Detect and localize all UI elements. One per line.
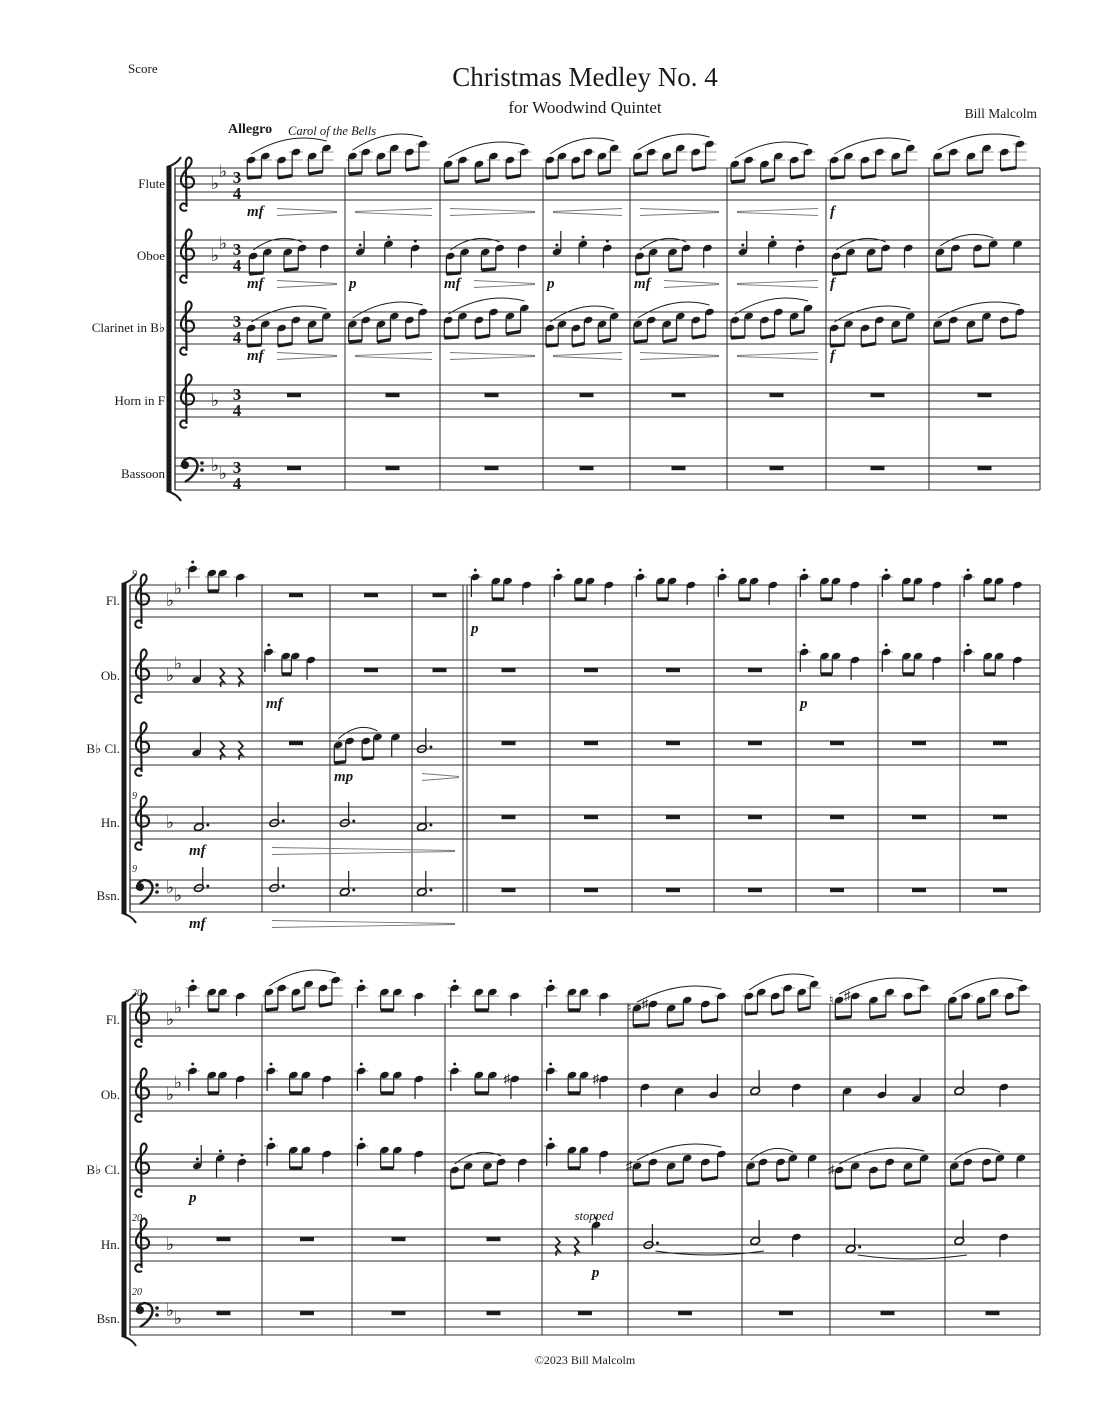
instrument-label: Bsn. (96, 1311, 120, 1326)
svg-text:♭: ♭ (174, 886, 183, 905)
dynamic-marking: f (830, 204, 835, 220)
measure-number: 20 (132, 1287, 142, 1298)
svg-text:♯: ♯ (625, 1158, 633, 1173)
dynamic-marking: mf (247, 276, 264, 292)
dynamic-marking: f (830, 276, 835, 292)
svg-text:3: 3 (232, 312, 242, 331)
svg-text:♯: ♯ (827, 1162, 835, 1177)
svg-text:♭: ♭ (211, 174, 220, 193)
svg-text:♭: ♭ (166, 666, 175, 685)
svg-text:♯: ♯ (503, 1071, 511, 1086)
dynamic-marking: mf (247, 348, 264, 364)
svg-text:♮: ♮ (626, 1000, 632, 1015)
measure-number: 9 (132, 864, 137, 875)
score-label: Score (128, 61, 158, 76)
instrument-label: Fl. (105, 593, 120, 608)
instrument-label: Hn. (100, 815, 120, 830)
svg-text:4: 4 (232, 474, 242, 493)
measure-number: 20 (132, 1213, 142, 1224)
instrument-label: B♭ Cl. (86, 741, 120, 756)
svg-text:♭: ♭ (166, 1235, 175, 1254)
svg-text:♭: ♭ (174, 579, 183, 598)
dynamic-marking: p (800, 696, 808, 712)
composer-name: Bill Malcolm (964, 106, 1037, 121)
copyright-footer: ©2023 Bill Malcolm (534, 1353, 636, 1367)
instrument-label: Ob. (100, 668, 120, 683)
instrument-label: Ob. (100, 1087, 120, 1102)
svg-text:♭: ♭ (211, 391, 220, 410)
svg-text:♯: ♯ (592, 1071, 600, 1086)
dynamic-marking: mf (444, 276, 461, 292)
dynamic-marking: mf (189, 843, 206, 859)
svg-text:♭: ♭ (174, 998, 183, 1017)
dynamic-marking: p (471, 621, 479, 637)
tempo-marking: Allegro (228, 122, 273, 137)
page-subtitle: for Woodwind Quintet (508, 98, 662, 117)
svg-text:♭: ♭ (166, 878, 175, 897)
dynamic-marking: f (830, 348, 835, 364)
svg-text:♮: ♮ (828, 992, 834, 1007)
svg-text:♭: ♭ (166, 813, 175, 832)
instrument-label: Fl. (105, 1012, 120, 1027)
system-1 (167, 134, 1040, 501)
dynamic-marking: mf (247, 204, 264, 220)
page-title: Christmas Medley No. 4 (452, 62, 718, 92)
measure-number: 20 (132, 988, 142, 999)
svg-text:3: 3 (232, 168, 242, 187)
svg-text:♭: ♭ (166, 1085, 175, 1104)
svg-text:♯: ♯ (641, 996, 649, 1011)
instrument-label: Flute (138, 176, 165, 191)
dynamic-marking: p (349, 276, 357, 292)
instrument-label: Bassoon (120, 466, 165, 481)
dynamic-marking: p (189, 1190, 197, 1206)
svg-text:♭: ♭ (219, 464, 228, 483)
dynamic-marking: p (591, 1265, 600, 1281)
svg-text:3: 3 (232, 385, 242, 404)
svg-text:♭: ♭ (166, 591, 175, 610)
svg-text:4: 4 (232, 256, 242, 275)
system-2 (122, 561, 1040, 928)
svg-text:♭: ♭ (174, 1309, 183, 1328)
dynamic-marking: mf (634, 276, 651, 292)
instrument-label: Bsn. (96, 888, 120, 903)
svg-text:♭: ♭ (219, 162, 228, 181)
svg-text:4: 4 (232, 184, 242, 203)
svg-text:4: 4 (232, 328, 242, 347)
dynamic-marking: mf (189, 916, 206, 932)
instrument-label: Horn in F (114, 393, 165, 408)
svg-text:♭: ♭ (174, 1073, 183, 1092)
instrument-label: B♭ Cl. (86, 1162, 120, 1177)
dynamic-marking: mf (266, 696, 283, 712)
svg-text:3: 3 (232, 240, 242, 259)
measure-number: 9 (132, 569, 137, 580)
svg-text:♭: ♭ (174, 654, 183, 673)
instrument-label: Hn. (100, 1237, 120, 1252)
svg-text:3: 3 (232, 458, 242, 477)
instrument-label: Oboe (136, 248, 165, 263)
dynamic-marking: mp (334, 769, 354, 785)
svg-text:♭: ♭ (211, 246, 220, 265)
svg-text:4: 4 (232, 401, 242, 420)
svg-text:♯: ♯ (844, 988, 851, 1003)
system-3 (122, 970, 1040, 1346)
svg-text:♭: ♭ (166, 1301, 175, 1320)
instrument-label: Clarinet in B♭ (91, 320, 165, 335)
dynamic-marking: p (547, 276, 555, 292)
technique-text: stopped (574, 1209, 614, 1223)
svg-text:♭: ♭ (219, 234, 228, 253)
measure-number: 9 (132, 791, 137, 802)
svg-text:♭: ♭ (166, 1010, 175, 1029)
section-title: Carol of the Bells (288, 124, 377, 138)
svg-text:♭: ♭ (211, 456, 220, 475)
